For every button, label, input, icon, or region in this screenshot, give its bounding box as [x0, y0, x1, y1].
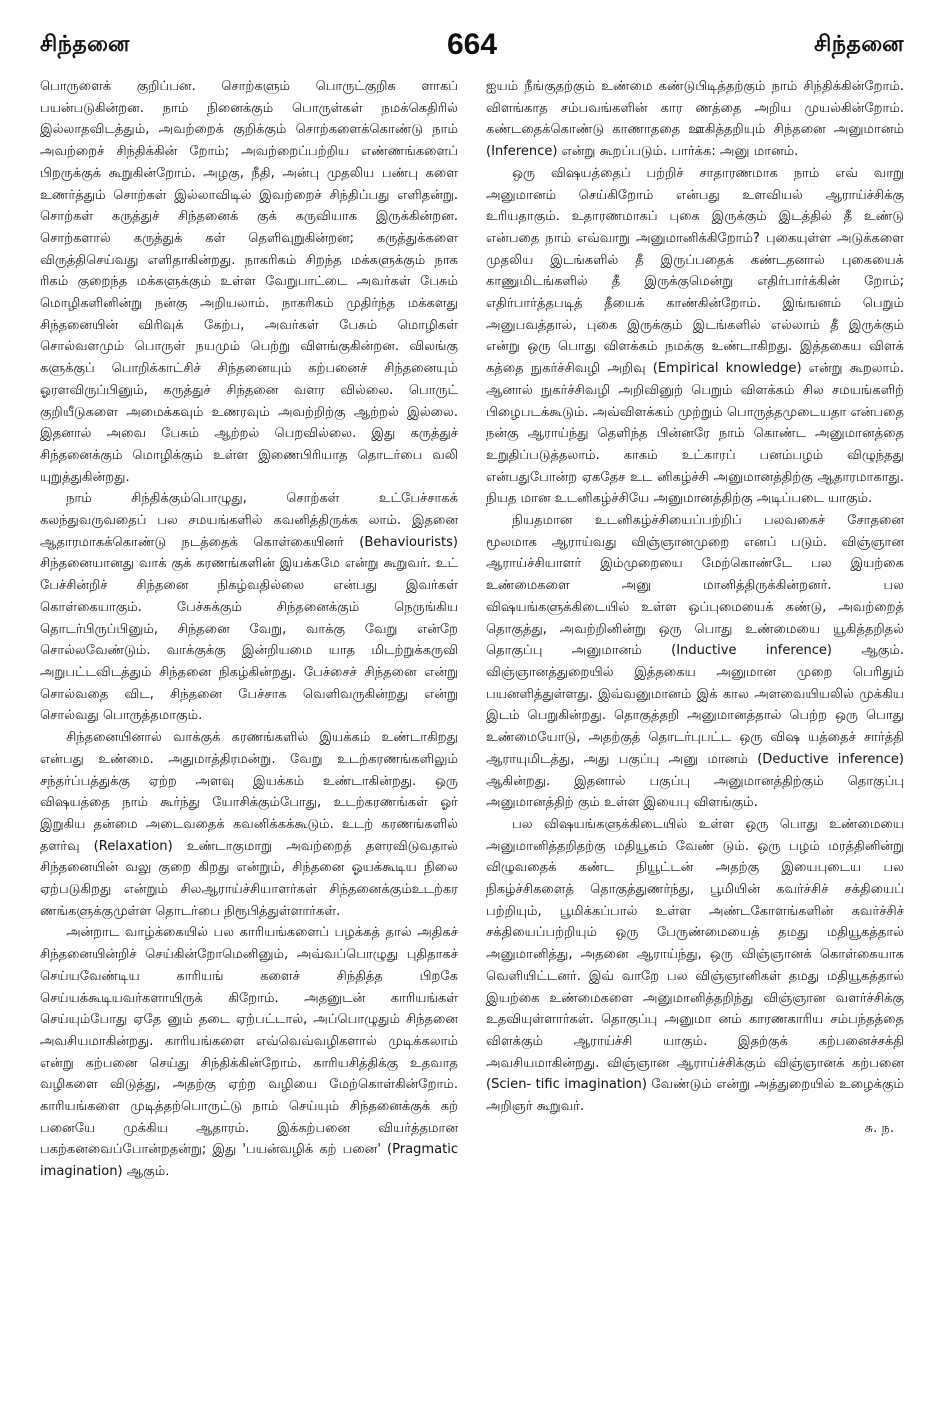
paragraph: நாம் சிந்திக்கும்பொழுது, சொற்கள் உட்பேச்சாகக் கலந்துவருவதைப் பல சமயங்களில் கவனித்திருக்க லாம். இதனை ஆதாரமாகக்கொண்டு நடத்தைக் கொள்கையினர் (Behaviourists) சிந்தனையானது வாக் குக் கரணங்களின் இயக்கமே என்று கூறுவர். உட் பேச்சின்றிச் சிந்தனை நிகழ்வதில்லை என்பது இவர்கள் கொள்கையாகும். பேச்சுக்கும் சிந்தனைக்கும் நெருங்கிய தொடர்பிருப்பினும், சிந்தனை வேறு, வாக்கு வேறு என்றே சொல்லவேண்டும். வாக்குக்கு இன்றியமை யாத மிடற்றுக்கருவி அறுபட்டவிடத்தும் சிந்தனை நிகழ்கின்றது. பேச்சைச் சிந்தனை என்று சொல்வதை விட, சிந்தனை பேச்சாக வெளிவருகின்றது என்று சொல்வது பொருத்தமாகும்.: [40, 491, 458, 724]
paragraph: ஒரு விஷயத்தைப் பற்றிச் சாதாரணமாக நாம் எவ் வாறு அனுமானம் செய்கிறோம் என்பது உளவியல் ஆராய்ச்சிக்கு உரியதாகும். உதாரணமாகப் புகை இருக்கும் இடத்தில் தீ உண்டு என்பதை நாம் எவ்வாறு அனுமானிக்கிறோம்? புகையுள்ள அடுக்களை முதலிய இடங்களில் தீ இருப்பதைக் கண்டதனால் புகையைக் காணுமிடங்களில் தீ இருக்குமென்று எதிர்பார்க்கின் றோம்; எதிர்பார்த்தபடித் தீயைக் காண்கின்றோம். இங்ஙனம் பெறும் அனுபவத்தால், புகை இருக்கும் இடங்களில் எல்லாம் தீ இருக்கும் என்று ஒரு பொது விளக்கம் நமக்கு உண்டாகிறது. இத்தகைய விளக் கத்தை நுகர்ச்சிவழி அறிவு (Empirical knowledge) என்று கூறலாம். ஆனால் நுகர்ச்சிவழி அறிவினுற் பெறும் விளக்கம் சில சமயங்களிற் பிழைபடக்கூடும். அவ்விளக்கம் முற்றும் பொருத்தமுடையதா என்பதை நன்கு ஆராய்ந்து தெளிந்த பின்னரே நாம் கொண்ட அனுமானத்தை உறுதிப்படுத்தலாம். காகம் உட்காரப் பனம்பழம் விழுந்தது என்பதுபோன்ற ஏகதேச உட னிகழ்ச்சி அனுமானத்திற்கு ஆதாரமாகாது. நியத மான உடனிகழ்ச்சியே அனுமானத்திற்கு அடிப்படை யாகும்.: [486, 165, 904, 507]
paragraph: பல விஷயங்களுக்கிடையில் உள்ள ஒரு பொது உண்மையை அனுமானித்தறிதற்கு மதியூகம் வேண் டும். ஒரு பழம் மரத்தினின்று விழுவதைக் கண்ட நியூட்டன் அதற்கு இயைபுடைய பல நிகழ்ச்சிகளைத் தொகுத்துணர்ந்து, பூமியின் கவர்ச்சிச் சக்தியைப் பற்றியும், பூமிக்கப்பால் உள்ள அண்டகோளங்களின் கவர்ச்சிச் சக்தியைப்பற்றியும் ஒரு பேருண்மையைத் தமது மதியூகத்தால் அனுமானித்து, அதனை ஆராய்ந்து, ஒரு விஞ்ஞானக் கொள்கையாக வெளியிட்டனர். இவ் வாறே பல விஞ்ஞானிகள் தமது மதியூகத்தால் இயற்கை உண்மைகளை அனுமானித்தறிந்து விஞ்ஞான வளர்ச்சிக்கு உதவியுள்ளார்கள். தொகுப்பு அனுமா னம் காரணகாரிய சம்பந்தத்தை விளக்கும் ஆராய்ச்சி யாகும். இதற்குக் கற்பனைச்சக்தி அவசியமாகின்றது. விஞ்ஞான ஆராய்ச்சிக்கும் விஞ்ஞானக் கற்பனை (Scien- tific imagination) வேண்டும் என்று அத்துறையில் உழைக்கும் அறிஞர் கூறுவர்.: [486, 816, 904, 1115]
running-head-right: சிந்தனை: [814, 32, 904, 57]
running-head-left: சிந்தனை: [40, 32, 130, 57]
paragraph: அன்றாட வாழ்க்கையில் பல காரியங்களைப் பழக்கத் தால் அதிகச் சிந்தனையின்றிச் செய்கின்றோமெனினும், அவ்வப்பொழுது புதிதாகச் செய்யவேண்டிய காரியங் களைச் சிந்தித்த பிறகே செய்யக்கூடியவர்களாயிருக் கிறோம். அதனுடன் காரியங்கள் செய்யும்போது ஏதே னும் தடை ஏற்பட்டால், அப்பொழுதும் சிந்தனை அவசியமாகின்றது. காரியங்களை எவ்வெவ்வழிகளால் முடிக்கலாம் என்று கற்பனை செய்து சிந்திக்கின்றோம். காரியசித்திக்கு உதவாத வழிகளை விடுத்து, அதற்கு ஏற்ற வழியை மேற்கொள்கின்றோம். காரியங்களை முடித்தற்பொருட்டு நாம் செய்யும் சிந்தனைக்குக் கற் பனையே முக்கிய ஆதாரம். இக்கற்பனை வியர்த்தமான பகற்கனவைப்போன்றதன்று; இது 'பயன்வழிக் கற் பனை' (Pragmatic imagination) ஆகும்.: [40, 925, 458, 1180]
right-column: [486, 76, 904, 1183]
body-columns: [40, 76, 904, 1183]
paragraph: நியதமான உடனிகழ்ச்சியைப்பற்றிப் பலவகைச் சோதனை மூலமாக ஆராய்வது விஞ்ஞானமுறை எனப் படும். விஞ்ஞான ஆராய்ச்சியாளர் இம்முறையை மேற்கொண்டே பல இயற்கை உண்மைகளை அனு மானித்திருக்கின்றனர். பல விஷயங்களுக்கிடையில் உள்ள ஒப்புமையைக் கண்டு, அவற்றைத் தொகுத்து, அவற்றினின்று ஒரு பொது உண்மையை யூகித்தறிதல் தொகுப்பு அனுமானம் (Inductive inference) ஆகும். விஞ்ஞானத்துறையில் இத்தகைய அனுமான முறை பெரிதும் பயனளித்துள்ளது. இவ்வனுமானம் இக் கால அளவையியலில் முக்கிய இடம் பெறுகின்றது. தொகுத்தறி அனுமானத்தால் பெற்ற ஒரு பொது உண்மையோடு, அதற்குத் தொடர்புபட்ட ஒரு விஷ யத்தைச் சார்த்தி ஆராயுமிடத்து, அது பகுப்பு அனு மானம் (Deductive inference) ஆகின்றது. இதனால் பகுப்பு அனுமானத்திற்கும் தொகுப்பு அனுமானத்திற் கும் உள்ள இயைபு விளங்கும்.: [486, 513, 904, 811]
paragraph: சிந்தனையினால் வாக்குக் கரணங்களில் இயக்கம் உண்டாகிறது என்பது உண்மை. அதுமாத்திரமன்று. வேறு உடற்கரணங்களிலும் சந்தர்ப்பத்துக்கு ஏற்ற அளவு இயக்கம் உண்டாகின்றது. ஒரு விஷயத்தை நாம் கூர்ந்து யோசிக்கும்போது, உடற்கரணங்கள் ஓர் இறுகிய தன்மை அடைவதைக் கவனிக்கக்கூடும். உடற் கரணங்களில் தளர்வு (Relaxation) உண்டாகுமாறு அவற்றைத் தளரவிடுவதால் சிந்தனையின் வலு குறை கிறது என்றும், சிந்தனை ஓயக்கூடிய நிலை ஏற்படுகிறது என்றும் சிலஆராய்ச்சியாளர்கள் சிந்தனைக்கும்உடற்கர ணங்களுக்குமுள்ள தொடர்பை நிரூபித்துள்ளார்கள்.: [40, 730, 458, 919]
paragraph: பொருளைக் குறிப்பன. சொற்களும் பொருட்குறிக ளாகப் பயன்படுகின்றன. நாம் நினைக்கும் பொருள்கள் நமக்கெதிரில் இல்லாதவிடத்தும், அவற்றைக் குறிக்கும் சொற்களைக்கொண்டு நாம் அவற்றைச் சிந்திக்கின் றோம்; அவற்றைப்பற்றிய எண்ணங்களைப் பிறருக்குக் கூறுகின்றோம். அழகு, நீதி, அன்பு முதலிய பண்பு களை உணர்த்தும் சொற்கள் இல்லாவிடில் இவற்றைச் சிந்திப்பது எளிதன்று. சொற்கள் கருத்துச் சிந்தனைக் குக் கருவியாக இருக்கின்றன. சொற்களால் கருத்துக் கள் தெளிவுறுகின்றன; கருத்துக்களை விருத்திசெய்வது எளிதாகின்றது. நாகரிகம் சிறந்த மக்களுக்கும் நாக ரிகம் குறைந்த மக்களுக்கும் உள்ள வேறுபாட்டை அவர்கள் பேசும் மொழிகளினின்று நன்கு அறியலாம். நாகரிகம் முதிர்ந்த மக்களது சிந்தனையின் விரிவுக் கேற்ப, அவர்கள் பேசும் மொழிகள் சொல்வளமும் பொருள் நயமும் பெற்று விளங்குகின்றன. விலங்கு களுக்குப் பொறிக்காட்சிச் சிந்தனையும் கற்பனைச் சிந்தனையும் ஓரளவிருப்பினும், கருத்துச் சிந்தனை வளர வில்லை. பொருட் குறியீடுகளை அமைக்கவும் உணரவும் அவற்றிற்கு ஆற்றல் இல்லை. இதனால் அவை பேசும் ஆற்றல் பெறவில்லை. இது கருத்துச் சிந்தனைக்கும் மொழிக்கும் உள்ள இணைபிரியாத தொடர்பை வலி யுறுத்துகின்றது.: [40, 79, 458, 485]
left-column: [40, 76, 458, 1183]
page-number: 664: [446, 28, 498, 61]
author-initials: சு. ந.: [864, 1120, 894, 1136]
paragraph: ஐயம் நீங்குதற்கும் உண்மை கண்டுபிடித்தற்கும் நாம் சிந்திக்கின்றோம். விளங்காத சம்பவங்களின் கார ணத்தை அறிய முயல்கின்றோம். கண்டதைக்கொண்டு காணாததை ஊகித்தறியும் சிந்தனை அனுமானம் (Inference) என்று கூறப்படும். பார்க்க: அனு மானம்.: [486, 79, 904, 160]
page-header: [40, 28, 904, 76]
